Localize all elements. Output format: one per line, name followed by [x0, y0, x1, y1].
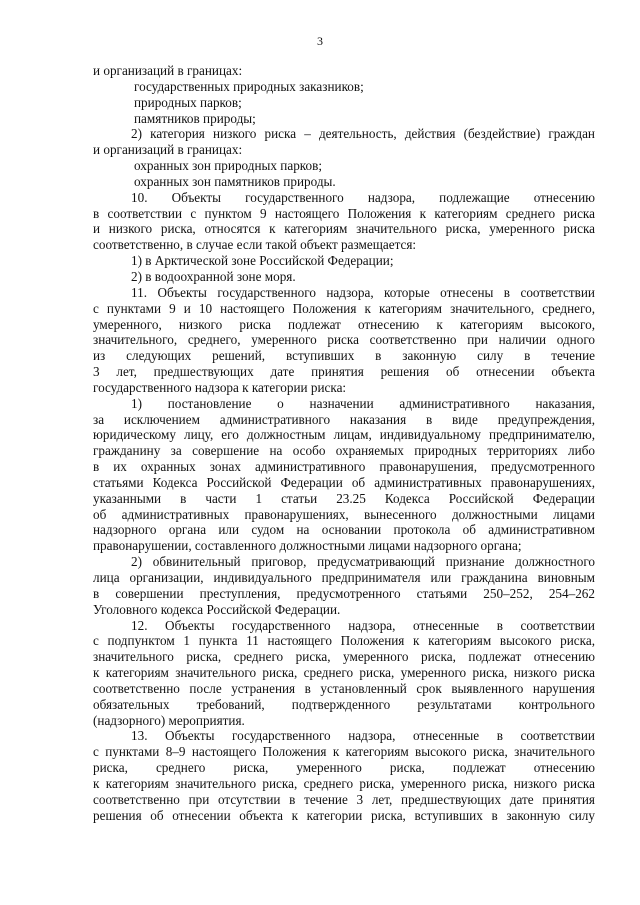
text-line: умеренного, низкого риска подлежат отнесению к категориям высокого,: [93, 316, 595, 332]
text-line: за исключением административного наказания в виде предупреждения,: [93, 411, 595, 427]
text-line: юридическому лицу, его должностным лицам, индивидуальному предпринимателю,: [93, 427, 595, 443]
text-line: соответственно, в случае если такой объект размещается:: [93, 237, 417, 253]
text-line: памятников природы;: [134, 110, 256, 126]
text-line: обязательных требований, подтвержденного результатами контрольного: [93, 696, 595, 712]
text-line: 10. Объекты государственного надзора, подлежащие отнесению: [131, 189, 595, 205]
text-line: охранных зон природных парков;: [134, 158, 323, 174]
text-line: риска, среднего риска, умеренного риска, подлежат отнесению: [93, 760, 595, 776]
text-line: 2) в водоохранной зоне моря.: [131, 268, 296, 284]
text-line: в совершении преступления, предусмотренного статьями 250–252, 254–262: [93, 585, 595, 601]
text-line: 2) обвинительный приговор, предусматривающий признание должностного: [131, 554, 595, 570]
text-line: лица организации, индивидуального предпринимателя или гражданина виновным: [93, 570, 595, 585]
text-line: гражданину за совершение на особо охраняемых природных территориях либо: [93, 443, 595, 459]
text-line: 3 лет, предшествующих дате принятия решения об отнесении объекта: [93, 364, 595, 380]
document-body: [93, 63, 595, 824]
text-line: об административных правонарушениях, вынесенного должностными лицами: [93, 506, 595, 522]
page-number: 3: [317, 34, 323, 48]
text-line: охранных зон памятников природы.: [134, 173, 336, 189]
text-line: 2) категория низкого риска – деятельность, действия (бездействие) граждан: [131, 126, 595, 142]
text-line: и организаций в границах:: [93, 63, 243, 78]
text-line: в соответствии с пунктом 9 настоящего Положения к категориям среднего риска: [93, 205, 595, 221]
text-line: с пунктами 8–9 настоящего Положения к категориям высокого риска, значительного: [93, 744, 595, 760]
text-line: и организаций в границах:: [93, 142, 243, 158]
text-line: значительного, среднего, умеренного риска соответственно при наличии одного: [93, 332, 595, 348]
text-line: 13. Объекты государственного надзора, отнесенные в соответствии: [131, 728, 595, 744]
text-line: надзорного органа или судом на основании протокола об административном: [93, 522, 595, 538]
text-line: 12. Объекты государственного надзора, отнесенные в соответствии: [131, 617, 595, 633]
text-line: решения об отнесении объекта к категории риска, вступивших в законную силу: [93, 807, 595, 823]
text-line: к категориям значительного риска, среднего риска, умеренного риска, низкого риска: [93, 665, 595, 681]
text-line: государственного надзора к категории риска:: [93, 379, 347, 395]
text-line: (надзорного) мероприятия.: [93, 712, 245, 728]
text-line: Уголовного кодекса Российской Федерации.: [93, 601, 341, 617]
text-line: 1) постановление о назначении административного наказания,: [131, 395, 595, 411]
text-line: с пунктами 9 и 10 настоящего Положения к категориям значительного, среднего,: [93, 300, 595, 316]
text-line: соответственно после устранения в установленный срок выявленного нарушения: [93, 680, 595, 696]
text-line: значительного риска, среднего риска, умеренного риска, подлежат отнесению: [93, 649, 595, 665]
text-line: правонарушении, составленного должностными лицами надзорного органа;: [93, 538, 522, 554]
text-line: природных парков;: [134, 94, 242, 110]
text-line: статьями Кодекса Российской Федерации об административных правонарушениях,: [93, 474, 595, 490]
text-line: указанными в части 1 статьи 23.25 Кодекса Российской Федерации: [93, 490, 595, 506]
text-line: из следующих решений, вступивших в законную силу в течение: [93, 348, 595, 364]
text-line: к категориям значительного риска, среднего риска, умеренного риска, низкого риска: [93, 775, 595, 791]
text-line: и низкого риска, относятся к категориям значительного риска, умеренного риска: [93, 221, 595, 237]
text-line: 1) в Арктической зоне Российской Федерации;: [131, 253, 394, 269]
text-line: государственных природных заказников;: [134, 78, 364, 94]
text-line: с подпунктом 1 пункта 11 настоящего Положения к категориям высокого риска,: [93, 633, 595, 649]
text-line: соответственно при отсутствии в течение 3 лет, предшествующих дате принятия: [93, 791, 595, 807]
text-line: в их охранных зонах административного правонарушения, предусмотренного: [93, 459, 595, 475]
text-line: 11. Объекты государственного надзора, которые отнесены в соответствии: [131, 284, 595, 300]
